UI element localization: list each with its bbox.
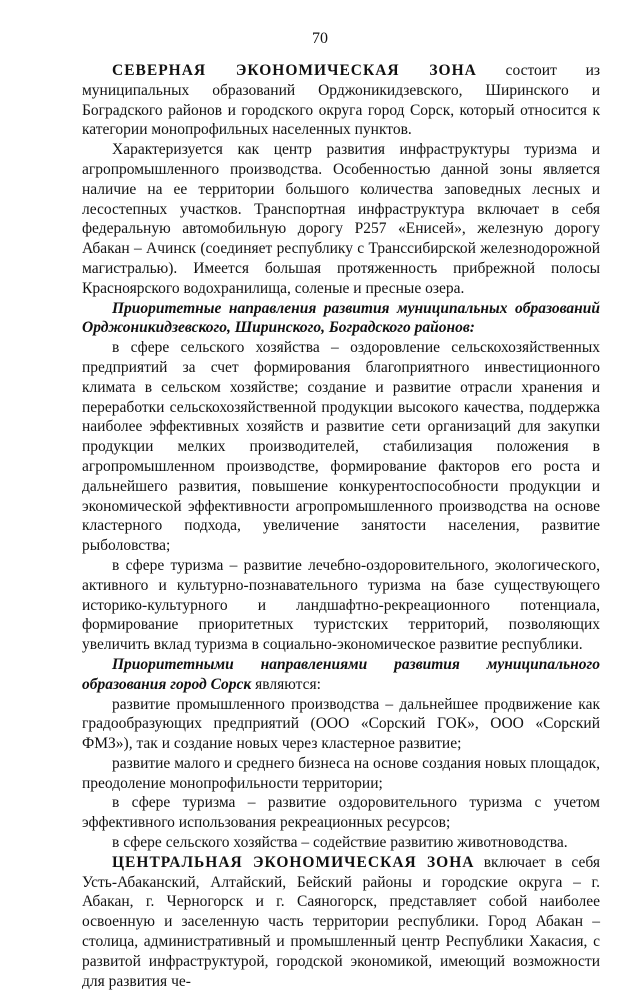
sorsk-heading-bold: Приоритетными направлениями развития муниципального образования город Сорск [82, 655, 600, 693]
north-zone-title: СЕВЕРНАЯ ЭКОНОМИЧЕСКАЯ ЗОНА [112, 62, 477, 79]
north-zone-paragraph [82, 61, 600, 140]
districts-agriculture-paragraph: в сфере сельского хозяйства – оздоровление сельскохозяйственных предприятий за счет формирования благоприятного инвестиционного климата в сельском хозяйстве; создание и развитие отрасли хранения и переработки сельскохозяйственной продукции высокого качества, поддержка наиболее эффективных хозяйств и развитие сети организаций для закупки продукции мелких производителей, стабилизация положения в агропромышленном производстве, формирование факторов его роста и дальнейшего развития, повышение конкурентоспособности продукции и экономической эффективности агропромышленного производства на основе кластерного подхода, увеличение занятости населения, развитие рыболовства; [82, 339, 600, 555]
page-number: 70 [312, 30, 328, 47]
page-body [82, 61, 600, 991]
districts-tourism-paragraph: в сфере туризма – развитие лечебно-оздоровительного, экологического, активного и культурно-познавательного туризма на базе существующего историко-культурного и ландшафтно-рекреационного потенциала, формирование приоритетных туристских территорий, позволяющих увеличить вклад туризма в социально-экономическое развитие республики. [82, 556, 600, 654]
sorsk-business-paragraph: развитие малого и среднего бизнеса на основе создания новых площадок, преодоление монопрофильности территории; [82, 754, 600, 792]
north-zone-characteristics: Характеризуется как центр развития инфраструктуры туризма и агропромышленного производства. Особенностью данной зоны является наличие на ее территории большого количества заповедных лесных и лесостепных участков. Транспортная инфраструктура включает в себя федеральную автомобильную дорогу Р257 «Енисей», железную дорогу Абакан – Ачинск (соединяет республику с Транссибирской железнодорожной магистралью). Имеется большая протяженность прибрежной полосы Красноярского водохранилища, соленые и пресные озера. [82, 141, 600, 297]
sorsk-tourism-paragraph: в сфере туризма – развитие оздоровительного туризма с учетом эффективного использования рекреационных ресурсов; [82, 794, 600, 832]
sorsk-agriculture-paragraph: в сфере сельского хозяйства – содействие развитию животноводства. [112, 834, 568, 852]
central-zone-intro: включает в себя Усть-Абаканский, Алтайский, Бейский районы и городские округа – г. Абакан, г. Черногорск и г. Саяногорск, представляет собой наиболее освоенную и заселенную часть территории республики. Город Абакан – столица, административный и промышленный центр Республики Хакасия, с развитой инфраструктурой, городской экономикой, имеющий возможности для развития че- [82, 853, 600, 990]
districts-priorities-heading: Приоритетные направления развития муниципальных образований Орджоникидзевского, Ширинского, Боградского районов: [82, 299, 600, 337]
sorsk-heading-tail: являются: [251, 675, 321, 693]
central-zone-paragraph [82, 853, 600, 991]
sorsk-industry-paragraph: развитие промышленного производства – дальнейшее продвижение как градообразующих предприятий (ООО «Сорский ГОК», ООО «Сорский ФМЗ»), так и создание новых через кластерное развитие; [82, 695, 600, 753]
sorsk-priorities-heading [82, 655, 600, 695]
central-zone-title: ЦЕНТРАЛЬНАЯ ЭКОНОМИЧЕСКАЯ ЗОНА [112, 853, 475, 871]
north-zone-intro: состоит из муниципальных образований Орджоникидзевского, Ширинского и Боградского районов и городского округа город Сорск, который относится к категории монопрофильных населенных пунктов. [82, 62, 600, 139]
